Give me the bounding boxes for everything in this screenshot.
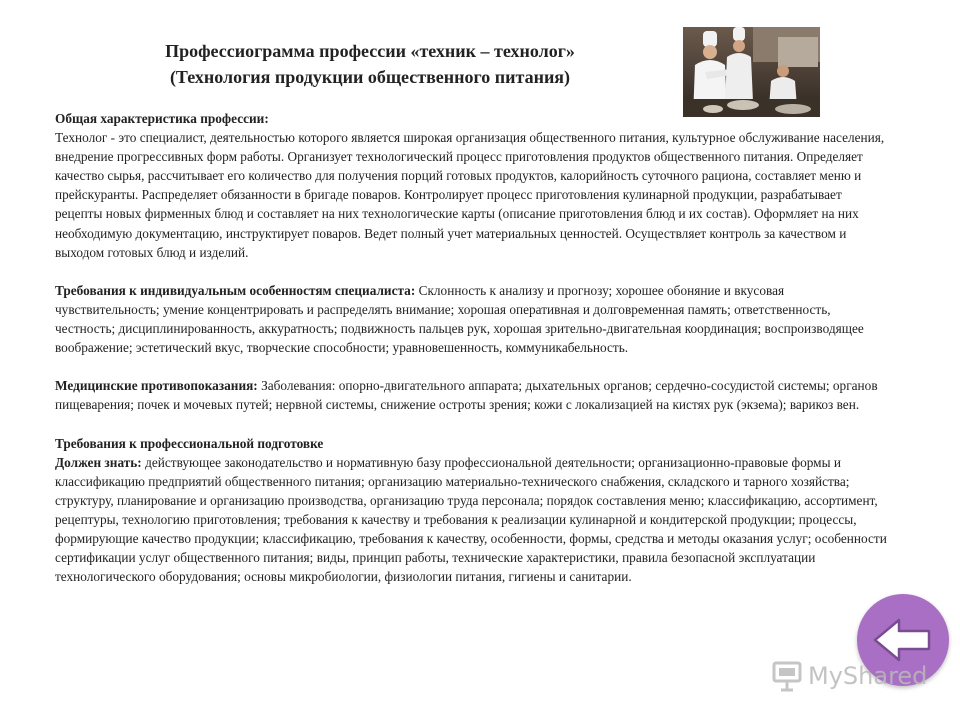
presentation-board-icon: [770, 659, 804, 693]
training-heading: Требования к профессиональной подготовке: [55, 435, 324, 451]
medical-text: Заболевания: опорно-двигательного аппарата; дыхательных органов; сердечно-сосудистой системы; органов пищеварения; почек и мочевых путей; нервной системы, снижение остроты зрения; кожи с локализацией на кистях рук (экзема); варикоз вен.: [55, 378, 878, 413]
profession-description: [55, 109, 890, 605]
page-title: [90, 38, 650, 90]
section-medical: [55, 376, 890, 414]
myshared-watermark: [770, 656, 927, 696]
medical-heading: Медицинские противопоказания:: [55, 378, 258, 394]
training-text: действующее законодательство и нормативную базу профессиональной деятельности; организационно-правовые формы и классификацию предприятий общественного питания; организацию материально-технического снабжения, складского и тарного хозяйства; структуру, планирование и организацию производства, организацию труда персонала; порядок составления меню; классификацию, ассортимент, рецептуры, технологию приготовления; требования к качеству и требования к реализации кулинарной и кондитерской продукции; процессы, формирующие качество продукции; классификацию, требования к качеству, особенности, формы, средства и методы оказания услуг; особенности сертификации услуг общественного питания; виды, принцип работы, технические характеристики, правила безопасной эксплуатации технологического оборудования; основы микробиологии, физиологии питания, гигиены и санитарии.: [55, 454, 887, 585]
requirements-text: Склонность к анализу и прогнозу; хорошее обоняние и вкусовая чувствительность; умение концентрировать и распределять внимание; хорошая оперативная и долговременная память; ответственность, честность; дисциплинированность, аккуратность; подвижность пальцев рук, хорошая зрительно-двигательная координация; воспроизводящее воображение; эстетический вкус, творческие способности; уравновешенность, коммуникабельность.: [55, 282, 864, 356]
training-subheading: Должен знать:: [55, 454, 142, 470]
general-text: Технолог - это специалист, деятельностью которого является широкая организация общественного питания, культурное обслуживание населения, внедрение прогрессивных форм работы. Организует технологический процесс приготовления продуктов общественного питания. Определяет качество сырья, рассчитывает его количество для получения порций готовых продуктов, калорийность суточного рациона, составляет меню и прейскуранты. Распределяет обязанности в бригаде поваров. Контролирует процесс приготовления кулинарной продукции, разрабатывает рецепты новых фирменных блюд и составляет на них технологические карты (описание приготовления блюд и их состав). Оформляет на них необходимую документацию, инструктирует поваров. Ведет полный учет материальных ценностей. Осуществляет контроль за качеством и выходом готовых блюд и изделий.: [55, 130, 885, 260]
requirements-heading: Требования к индивидуальным особенностям специалиста:: [55, 282, 416, 298]
section-training: [55, 434, 890, 587]
general-heading: Общая характеристика профессии:: [55, 111, 269, 126]
title-line-2: (Технология продукции общественного питания): [169, 67, 571, 87]
chefs-photo: [683, 27, 820, 117]
chefs-in-kitchen-image: [683, 27, 820, 117]
title-line-1: Профессиограмма профессии «техник – технолог»: [165, 41, 575, 61]
section-general: [55, 109, 890, 262]
watermark-text: MyShared: [808, 662, 928, 690]
section-requirements: [55, 281, 890, 357]
